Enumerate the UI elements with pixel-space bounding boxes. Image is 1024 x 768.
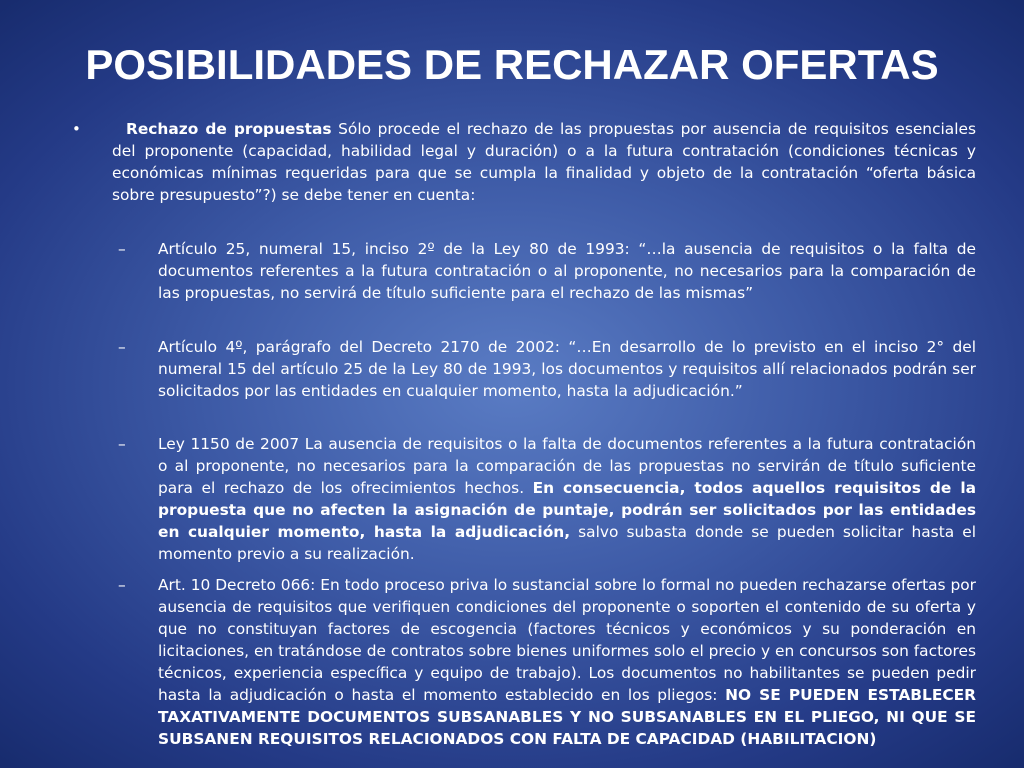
dash-marker: – bbox=[118, 576, 126, 594]
sub-item-ley-1150 bbox=[118, 433, 976, 565]
intro-body: Sólo procede el rechazo de las propuestas por ausencia de requisitos esenciales del proponente (capacidad, habilidad legal y duración) o a la futura contratación (condiciones técnicas y económicas mínimas requeridas para que se cumpla la finalidad y objeto de la contratación “oferta básica sobre presupuesto”?) se debe tener en cuenta: bbox=[112, 120, 976, 204]
sub-item-ley-80 bbox=[118, 238, 976, 304]
intro-text bbox=[112, 118, 976, 206]
sub-item-text-regular: Art. 10 Decreto 066: En todo proceso priva lo sustancial sobre lo formal no pueden rechazarse ofertas por ausencia de requisitos que verifiquen condiciones del proponente o soporten el contenido de su oferta y que no constituyan factores de escogencia (factores técnicos y económicos y su ponderación en licitaciones, en tratándose de contratos sobre bienes uniformes solo el precio y en concursos son factores técnicos, experiencia específica y equipo de trabajo). Los documentos no habilitantes se pueden pedir hasta la adjudicación o hasta el momento establecido en los pliegos: bbox=[158, 576, 976, 704]
sub-item-text-bold: En consecuencia, todos aquellos requisitos de la propuesta que no afecten la asignación de puntaje, podrán ser solicitados por las entidades en cualquier momento, hasta la adjudicación, bbox=[158, 479, 976, 541]
sub-item-text bbox=[158, 574, 976, 750]
bullet-marker: • bbox=[72, 120, 81, 138]
dash-marker: – bbox=[118, 240, 126, 258]
sub-item-text: Artículo 25, numeral 15, inciso 2º de la Ley 80 de 1993: “…la ausencia de requisitos o la falta de documentos referentes a la futura contratación o al proponente, no necesarios para la comparación de las propuestas, no servirá de título suficiente para el rechazo de las mismas” bbox=[158, 240, 976, 302]
sub-item-text-bold: NO SE PUEDEN ESTABLECER TAXATIVAMENTE DOCUMENTOS SUBSANABLES Y NO SUBSANABLES EN EL PLIEGO, NI QUE SE SUBSANEN REQUISITOS RELACIONADOS CON FALTA DE CAPACIDAD (HABILITACION) bbox=[158, 686, 976, 748]
sub-item-text-regular-end: salvo subasta donde se pueden solicitar hasta el momento previo a su realización. bbox=[158, 523, 976, 563]
sub-item-text-regular: Ley 1150 de 2007 La ausencia de requisitos o la falta de documentos referentes a la futura contratación o al proponente, no necesarios para la comparación de las propuestas no servirán de título suficiente para el rechazo de los ofrecimientos hechos. bbox=[158, 435, 976, 497]
intro-lead-bold: Rechazo de propuestas bbox=[126, 120, 332, 138]
sub-item-text bbox=[158, 433, 976, 565]
sub-item-text: Artículo 4º, parágrafo del Decreto 2170 de 2002: “…En desarrollo de lo previsto en el inciso 2° del numeral 15 del artículo 25 de la Ley 80 de 1993, los documentos y requisitos allí relacionados podrán ser solicitados por las entidades en cualquier momento, hasta la adjudicación.” bbox=[158, 338, 976, 400]
slide-title: POSIBILIDADES DE RECHAZAR OFERTAS bbox=[85, 41, 939, 88]
sub-item-decreto-066 bbox=[118, 574, 976, 750]
dash-marker: – bbox=[118, 435, 126, 453]
dash-marker: – bbox=[118, 338, 126, 356]
intro-bullet-item bbox=[72, 118, 976, 206]
sub-item-decreto-2170 bbox=[118, 336, 976, 402]
